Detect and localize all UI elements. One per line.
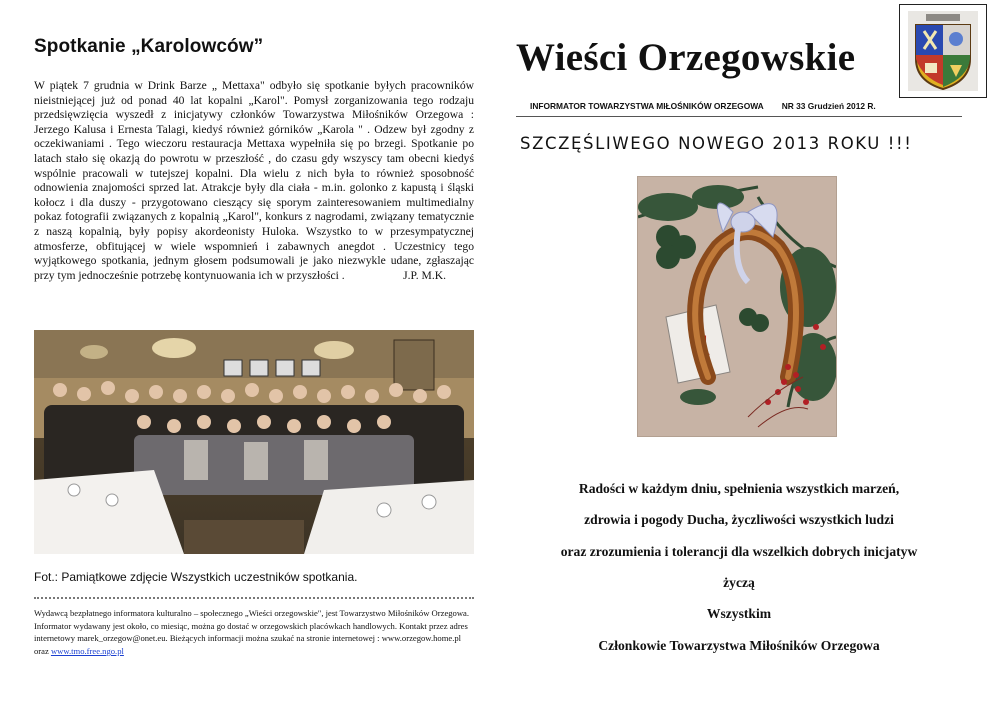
footer-divider [34,597,474,599]
masthead-divider [516,116,962,117]
horseshoe-illustration [638,177,836,436]
new-year-greeting: SZCZĘŚLIWEGO NOWEGO 2013 ROKU !!! [520,134,913,153]
article-title: Spotkanie „Karolowców” [34,36,264,57]
group-photo [34,330,474,554]
article-signature: J.P. M.K. [403,268,446,282]
wish-line-2: zdrowia i pogody Ducha, życzliwości wszystkich ludzi [584,512,894,527]
horseshoe-greeting-card [637,176,837,437]
crest-icon [900,5,986,97]
article-text: W piątek 7 grudnia w Drink Barze „ Mettaxa" odbyło się spotkanie byłych pracowników nieistniejącej już od ponad 40 lat kopalni „Karol". Pomysł zorganizowania tego rodzaju przedsięwzięcia wyszedł z inicjatywy członków Towarzystwa Miłośników Orzegowa : Jerzego Kalusa i Ernesta Talagi, kiedyś również górników „Karola " . Odzew był zgodny z oczekiwaniami . Tego wieczoru restauracja Mettaxa wypełniła się po brzegi. Spotkanie po latach stało się okazją do powrotu w przeszłość , do czasu gdy wszyscy tam obecni kiedyś wspólnie pracowali w tutejszej kopalni. Dla wielu z nich była to również sposobność odnowienia znajomości sprzed lat. Atrakcje były dla ciała - m.in. golonko z kapustą i śląski kołocz i dla duszy - przygotowano cieszący się sporym zainteresowaniem multimedialny pokaz fotografii związanych z kopalnią „Karol", konkurs z nagrodami, związany tematycznie z naszą kopalnią, były popisy akordeonisty Huloka. Wszystko to w przesympatycznej atmosferze, obfitującej w wiele wspomnień i zabawnych anegdot . Uczestnicy tego wyjątkowego spotkania, jednym głosem podsumowali je jako niezwykle udane, zgłaszając przy tym jednocześnie potrzebę kontynuowania ich w przyszłości . [34,79,474,282]
issue-info: NR 33 Grudzień 2012 R. [781,101,876,111]
calendar-day-number: 1 [696,329,711,362]
wish-line-3: oraz zrozumienia i tolerancji dla wszelkich dobrych inicjatyw [560,544,918,559]
publisher-text: Wydawcą bezpłatnego informatora kulturalno – społecznego „Wieści orzegowskie", jest Towarzystwo Miłośników Orzegowa. Informator wydawany jest około, co miesiąc, można go dostać w orzegowskich placówkach handlowych. Kontakt przez adres internetowy marek_orzegow@onet.eu. Bieżących informacji można szukać na stronie internetowej : www.orzegow.home.pl oraz [34,608,470,657]
coat-of-arms-logo [899,4,987,98]
masthead-subtitle: INFORMATOR TOWARZYSTWA MIŁOŚNIKÓW ORZEGOWA [530,101,764,111]
masthead-info-bar [530,101,960,111]
wish-line-5: Wszystkim [706,606,772,621]
wish-line-4: życzą [723,575,755,590]
wish-line-1: Radości w każdym dniu, spełnienia wszystkich marzeń, [578,481,900,496]
masthead-title: Wieści Orzegowskie [516,36,856,79]
photo-caption: Fot.: Pamiątkowe zdjęcie Wszystkich uczestników spotkania. [34,570,358,584]
publisher-note [34,607,474,658]
article-body [34,79,474,283]
website-link[interactable]: www.tmo.free.ngo.pl [50,646,124,657]
wish-signature: Członkowie Towarzystwa Miłośników Orzegowa [598,638,880,653]
group-photo-illustration [34,330,474,554]
